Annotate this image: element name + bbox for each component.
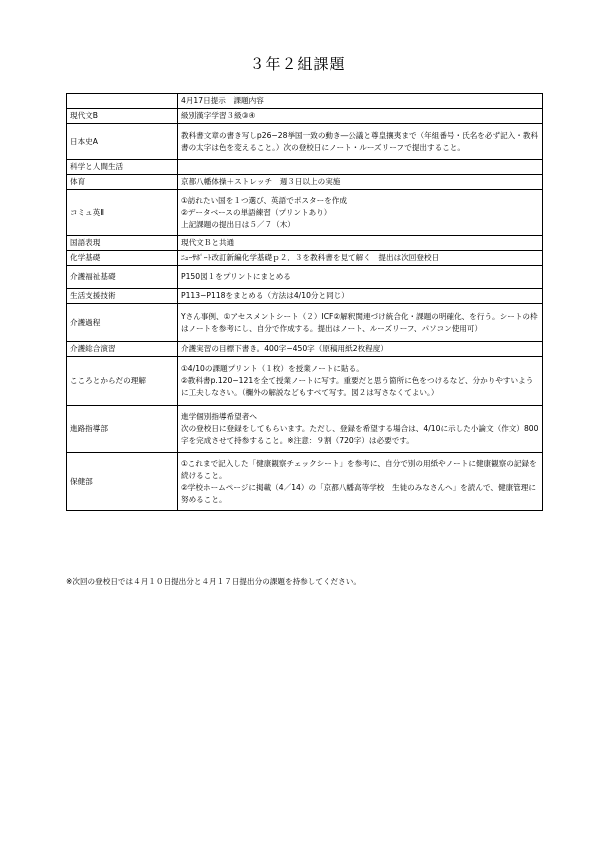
subject-cell: 介護総合演習 [67,342,178,357]
content-line: ①これまで記入した「健康観察チェックシート」を参考に、自分で別の用紙やノートに健康観察の記録を続けること。 [181,458,537,480]
content-line: 次の登校日に登録をしてもらいます。ただし、登録を希望する場合は、4/10に示した小論文（作文）800字を完成させて持参すること。※注意：９割（720字）は必要です。 [181,424,539,445]
subject-cell: 国語表現 [67,236,178,251]
table-row [67,357,543,406]
subject-cell: コミュ英Ⅱ [67,190,178,236]
header-content-cell: 4月17日提示 課題内容 [178,94,543,109]
content-cell [178,124,543,160]
table-header-row [67,94,543,109]
content-line: P150図１をプリントにまとめる [181,272,291,281]
table-row [67,190,543,236]
table-row [67,304,543,342]
content-cell [178,357,543,406]
content-cell [178,453,543,511]
content-line: 級別漢字学習３級③④ [181,111,256,120]
content-cell [178,304,543,342]
content-line: ②学校ホームページに掲載（4／14）の「京都八幡高等学校 生徒のみなさんへ」を読んで、健康管理に努めること。 [181,482,536,504]
content-line: ②データベースの単語練習（プリントあり） [181,207,332,217]
content-cell [178,266,543,289]
table-row [67,406,543,453]
content-line: P113−P118をまとめる（方法は4/10分と同じ） [181,291,349,300]
subject-cell: こころとからだの理解 [67,357,178,406]
content-line: ①4/10の課題プリント（１枚）を授業ノートに貼る。 [181,364,364,373]
content-cell [178,406,543,453]
assignment-table [66,93,543,511]
content-line: 現代文Ｂと共通 [181,238,235,247]
table-row [67,453,543,511]
table-row [67,160,543,175]
subject-cell: 介護過程 [67,304,178,342]
content-line: 教科書文章の書き写しp26−28挙国一致の動き―公議と尊皇攘夷まで（年組番号・氏名を必ず記入・教科書の太字は色を変えること。）次の登校日にノート・ルーズリーフで提出すること。 [181,130,539,152]
content-cell [178,251,543,266]
content-cell [178,160,543,175]
page-title: ３年２組課題 [249,55,346,73]
content-line: 京都八幡体操＋ストレッチ 週３日以上の実施 [181,177,341,186]
content-cell [178,109,543,124]
subject-cell: 生活支援技術 [67,289,178,304]
subject-cell: 日本史A [67,124,178,160]
subject-cell: 介護福祉基礎 [67,266,178,289]
table-row [67,289,543,304]
table-row [67,236,543,251]
content-cell [178,175,543,190]
content-cell [178,190,543,236]
content-line: ①訪れたい国を１つ選び、英語でポスターを作成 [181,195,347,205]
table-row [67,175,543,190]
table-row [67,124,543,160]
table-row [67,342,543,357]
subject-cell: 化学基礎 [67,251,178,266]
table-row [67,251,543,266]
content-line: ②教科書p.120−121を全て授業ノートに写す。重要だと思う箇所に色をつけるなど、分かりやすいように工夫しなさい。（欄外の解説などもすべて写す。図２は写さなくてよい。） [181,376,534,397]
subject-cell: 現代文B [67,109,178,124]
header-subject-cell [67,94,178,109]
subject-cell: 進路指導部 [67,406,178,453]
content-line: ﾆｭｰｻﾎﾟｰﾄ改訂新編化学基礎ｐ２．３を教科書を見て解く 提出は次回登校日 [181,253,440,262]
subject-cell: 体育 [67,175,178,190]
subject-cell: 保健部 [67,453,178,511]
content-line: 介護実習の目標下書き。400字−450字（原稿用紙2枚程度） [181,344,388,353]
subject-cell: 科学と人間生活 [67,160,178,175]
content-line: Yさん事例、①アセスメントシート（２）ICF②解釈関連づけ統合化・課題の明確化、を行う。シートの枠はノートを参考にし、自分で作成する。提出はノート、ルーズリーフ、パソコン使用可） [181,311,538,333]
content-line: 上記課題の提出日は５／７（木） [181,219,295,229]
table-row [67,109,543,124]
content-cell [178,236,543,251]
content-cell [178,289,543,304]
table-row [67,266,543,289]
footnote: ※次回の登校日では４月１０日提出分と４月１７日提出分の課題を持参してください。 [66,577,361,586]
content-cell [178,342,543,357]
content-line: 進学個別指導希望者へ [181,412,257,421]
